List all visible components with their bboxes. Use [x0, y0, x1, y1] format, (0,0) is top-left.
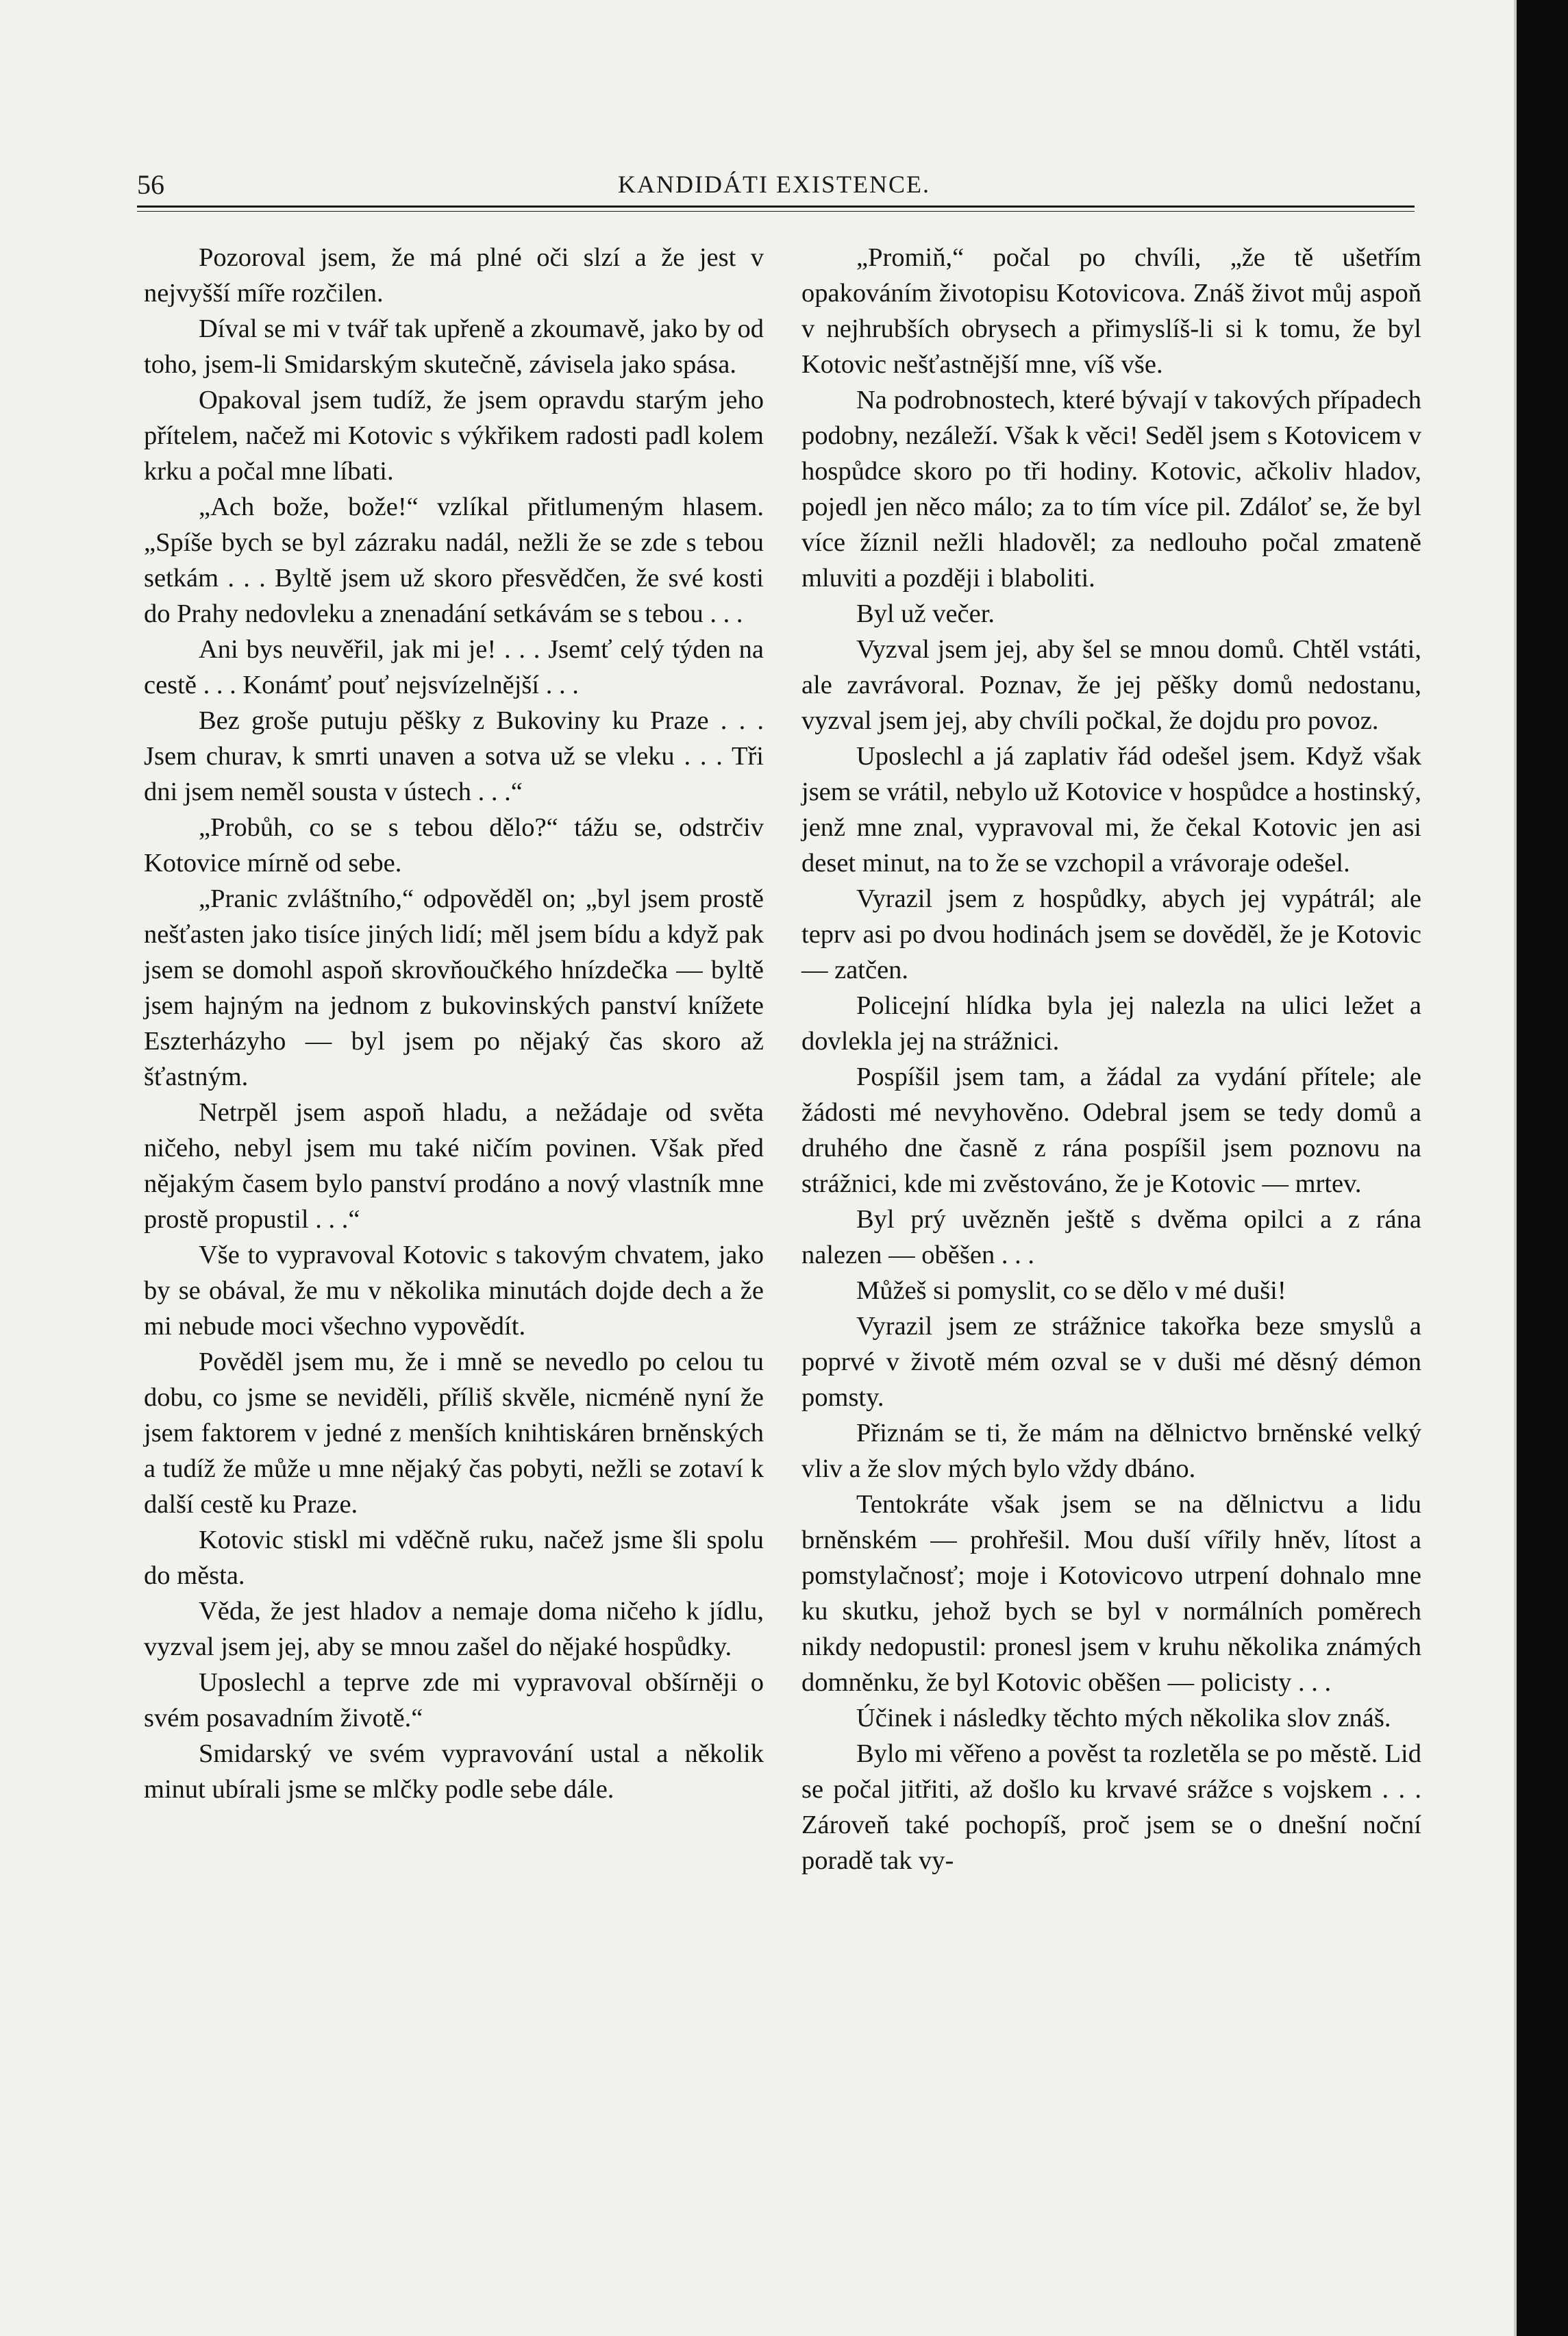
header-rule	[137, 206, 1415, 208]
paragraph: Přiznám se ti, že mám na dělnictvo brněnské velký vliv a že slov mých bylo vždy dbáno.	[801, 1419, 1421, 1483]
paragraph: Můžeš si pomyslit, co se dělo v mé duši!	[856, 1276, 1286, 1305]
paragraph: „Ach bože, bože!“ vzlíkal přitlumeným hlasem. „Spíše bych se byl zázraku nadál, nežli že se zde s tebou setkám . . . Byltě jsem už skoro přesvědčen, že své kosti do Prahy nedovleku a znenadání setkávám se s tebou . . .	[144, 493, 764, 628]
paragraph: Smidarský ve svém vypravování ustal a několik minut ubírali jsme se mlčky podle sebe dále.	[144, 1739, 764, 1804]
paragraph: Vše to vypravoval Kotovic s takovým chvatem, jako by se obával, že mu v několika minutách dojde dech a že mi nebude moci všechno vypovědít.	[144, 1241, 764, 1341]
paragraph: Věda, že jest hladov a nemaje doma ničeho k jídlu, vyzval jsem jej, aby se mnou zašel do nějaké hospůdky.	[144, 1597, 764, 1661]
paragraph: Ani bys neuvěřil, jak mi je! . . . Jsemť celý týden na cestě . . . Konámť pouť nejsvízelnější . . .	[144, 635, 764, 699]
paragraph: Uposlechl a teprve zde mi vypravoval obšírněji o svém posavadním životě.“	[144, 1668, 764, 1732]
paragraph: Díval se mi v tvář tak upřeně a zkoumavě, jako by od toho, jsem-li Smidarským skutečně, závisela jako spása.	[144, 314, 764, 379]
paragraph: Účinek i následky těchto mých několika slov znáš.	[856, 1704, 1391, 1732]
paragraph: Pozoroval jsem, že má plné oči slzí a že jest v nejvyšší míře rozčilen.	[144, 243, 764, 308]
paragraph: Tentokráte však jsem se na dělnictvu a lidu brněnském — prohřešil. Mou duší vířily hněv, lítost a pomstylačnosť; moje i Kotovicovo utrpení dohnalo mne ku skutku, jehož bych se byl v normálních poměrech nikdy nedopustil: pronesl jsem v kruhu několika známých domněnku, že byl Kotovic oběšen — policisty . . .	[801, 1490, 1421, 1697]
paragraph: Pověděl jsem mu, že i mně se nevedlo po celou tu dobu, co jsme se neviděli, příliš skvěle, nicméně nyní že jsem faktorem v jedné z menších knihtiskáren brněnských a tudíž že může u mne nějaký čas pobyti, nežli se zotaví k další cestě ku Praze.	[144, 1347, 764, 1519]
left-column	[144, 240, 764, 1807]
paragraph: „Probůh, co se s tebou dělo?“ tážu se, odstrčiv Kotovice mírně od sebe.	[144, 813, 764, 878]
header-rule-thin	[137, 211, 1415, 212]
paragraph: Byl už večer.	[856, 599, 995, 628]
paragraph: Vyrazil jsem z hospůdky, abych jej vypátrál; ale teprv asi po dvou hodinách jsem se dověděl, že je Kotovic — zatčen.	[801, 884, 1421, 984]
paragraph: Bylo mi věřeno a pověst ta rozletěla se po městě. Lid se počal jitřiti, až došlo ku krvavé srážce s vojskem . . . Zároveň také pochopíš, proč jsem se o dnešní noční poradě tak vy-	[801, 1739, 1421, 1875]
paragraph: Na podrobnostech, které bývají v takových případech podobny, nezáleží. Však k věci! Seděl jsem s Kotovicem v hospůdce skoro po tři hodiny. Kotovic, ačkoliv hladov, pojedl jen něco málo; za to tím více pil. Zdáloť se, že byl více žíznil nežli hladověl; za nedlouho počal zmateně mluviti a později i blaboliti.	[801, 386, 1421, 593]
running-title: KANDIDÁTI EXISTENCE.	[618, 171, 930, 198]
paragraph: Bez groše putuju pěšky z Bukoviny ku Praze . . . Jsem churav, k smrti unaven a sotva už se vleku . . . Tři dni jsem neměl sousta v ústech . . .“	[144, 706, 764, 806]
paragraph: Uposlechl a já zaplativ řád odešel jsem. Když však jsem se vrátil, nebylo už Kotovice v hospůdce a hostinský, jenž mne znal, vypravoval mi, že čekal Kotovic jen asi deset minut, na to že se vzchopil a vrávoraje odešel.	[801, 742, 1421, 878]
page-number: 56	[137, 169, 164, 200]
paragraph: Kotovic stiskl mi vděčně ruku, načež jsme šli spolu do města.	[144, 1526, 764, 1590]
paragraph: „Promiň,“ počal po chvíli, „že tě ušetřím opakováním životopisu Kotovicova. Znáš život můj aspoň v nejhrubších obrysech a přimyslíš-li si k tomu, že byl Kotovic nešťastnější mne, víš vše.	[801, 243, 1421, 379]
right-column	[801, 240, 1421, 1878]
paragraph: „Pranic zvláštního,“ odpověděl on; „byl jsem prostě nešťasten jako tisíce jiných lidí; měl jsem bídu a když pak jsem se domohl aspoň skrovňoučkého hnízdečka — byltě jsem hajným na jednom z bukovinských panství knížete Eszterházyho — byl jsem po nějaký čas skoro až šťastným.	[144, 884, 764, 1091]
paragraph: Policejní hlídka byla jej nalezla na ulici ležet a dovlekla jej na strážnici.	[801, 991, 1421, 1056]
paragraph: Vyrazil jsem ze strážnice takořka beze smyslů a poprvé v životě mém ozval se v duši mé děsný démon pomsty.	[801, 1312, 1421, 1412]
paragraph: Pospíšil jsem tam, a žádal za vydání přítele; ale žádosti mé nevyhověno. Odebral jsem se tedy domů a druhého dne časně z rána pospíšil jsem poznovu na strážnici, kde mi zvěstováno, že je Kotovic — mrtev.	[801, 1063, 1421, 1198]
paragraph: Netrpěl jsem aspoň hladu, a nežádaje od světa ničeho, nebyl jsem mu také ničím povinen. Však před nějakým časem bylo panství prodáno a nový vlastník mne prostě propustil . . .“	[144, 1098, 764, 1234]
paragraph: Byl prý uvězněn ještě s dvěma opilci a z rána nalezen — oběšen . . .	[801, 1205, 1421, 1269]
paragraph: Opakoval jsem tudíž, že jsem opravdu starým jeho přítelem, načež mi Kotovic s výkřikem radosti padl kolem krku a počal mne líbati.	[144, 386, 764, 486]
paragraph: Vyzval jsem jej, aby šel se mnou domů. Chtěl vstáti, ale zavrávoral. Poznav, že jej pěšky domů nedostanu, vyzval jsem jej, aby chvíli počkal, že dojdu pro povoz.	[801, 635, 1421, 735]
